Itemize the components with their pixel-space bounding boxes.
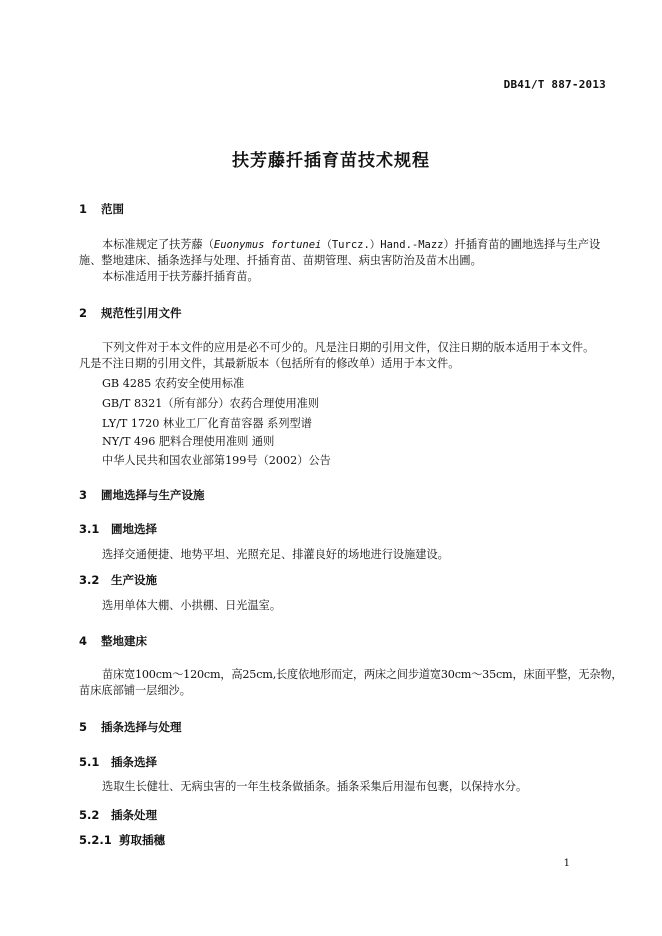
section-1-heading <box>79 201 124 217</box>
section-3-1-heading <box>79 521 157 537</box>
section-number: 5.1 <box>79 755 100 769</box>
section-number: 3.1 <box>79 522 100 536</box>
section-2-heading <box>79 305 182 321</box>
species-name: Euonymus fortunei <box>213 239 322 251</box>
section-title: 剪取插穗 <box>119 833 166 847</box>
section-number: 3 <box>79 488 88 502</box>
scope-paragraph-line-2: 施、整地建床、插条选择与处理、扦插育苗、苗期管理、病虫害防治及苗木出圃。 <box>79 254 482 267</box>
section-title: 插条选择与处理 <box>101 720 182 734</box>
reference-item: 中华人民共和国农业部第199号（2002）公告 <box>102 454 331 467</box>
section-title: 范围 <box>101 202 125 216</box>
section-number: 5 <box>79 720 88 734</box>
section-title: 整地建床 <box>101 634 148 648</box>
seedbed-text-line-2: 苗床底部铺一层细沙。 <box>79 684 191 697</box>
cutting-selection-text: 选取生长健壮、无病虫害的一年生枝条做插条。插条采集后用湿布包裹，以保持水分。 <box>102 780 528 793</box>
section-title: 插条选择 <box>111 755 158 769</box>
standard-code: DB41/T 887-2013 <box>503 78 606 91</box>
normative-intro-line-2: 凡是不注日期的引用文件，其最新版本（包括所有的修改单）适用于本文件。 <box>79 357 460 370</box>
section-title: 规范性引用文件 <box>101 306 182 320</box>
section-5-2-heading <box>79 807 157 823</box>
normative-intro-line-1: 下列文件对于本文件的应用是必不可少的。凡是注日期的引用文件，仅注日期的版本适用于本文件。 <box>102 341 595 354</box>
section-number: 5.2.1 <box>79 833 112 847</box>
section-3-heading <box>79 487 205 503</box>
reference-item: GB 4285 农药安全使用标准 <box>102 377 245 390</box>
section-number: 1 <box>79 202 88 216</box>
section-title: 圃地选择 <box>111 522 158 536</box>
section-5-1-heading <box>79 754 157 770</box>
section-number: 5.2 <box>79 808 100 822</box>
section-title: 插条处理 <box>111 808 158 822</box>
section-3-2-heading <box>79 572 157 588</box>
reference-item: GB/T 8321（所有部分）农药合理使用准则 <box>102 397 320 410</box>
section-number: 4 <box>79 634 88 648</box>
document-title: 扶芳藤扦插育苗技术规程 <box>232 151 430 171</box>
text-run: ）扦插育苗的圃地选择与生产设 <box>443 238 601 251</box>
section-5-2-1-heading <box>79 832 165 848</box>
section-number: 3.2 <box>79 573 100 587</box>
seedbed-text-line-1: 苗床宽100cm～120cm，高25cm,长度依地形而定，两床之间步道宽30cm～35cm，床面平整，无杂物， <box>102 668 623 681</box>
section-5-heading <box>79 719 182 735</box>
reference-item: NY/T 496 肥料合理使用准则 通则 <box>102 435 275 448</box>
scope-applicability: 本标准适用于扶芳藤扦插育苗。 <box>102 270 259 283</box>
page-number: 1 <box>563 858 570 869</box>
species-author: （Turcz.）Hand.-Mazz <box>321 239 444 251</box>
text-run: 本标准规定了扶芳藤（ <box>102 238 214 251</box>
nursery-selection-text: 选择交通便捷、地势平坦、光照充足、排灌良好的场地进行设施建设。 <box>102 548 449 561</box>
section-4-heading <box>79 633 147 649</box>
section-title: 圃地选择与生产设施 <box>101 488 205 502</box>
section-number: 2 <box>79 306 88 320</box>
facilities-text: 选用单体大棚、小拱棚、日光温室。 <box>102 599 282 612</box>
section-title: 生产设施 <box>111 573 158 587</box>
reference-item: LY/T 1720 林业工厂化育苗容器 系列型谱 <box>102 417 312 430</box>
